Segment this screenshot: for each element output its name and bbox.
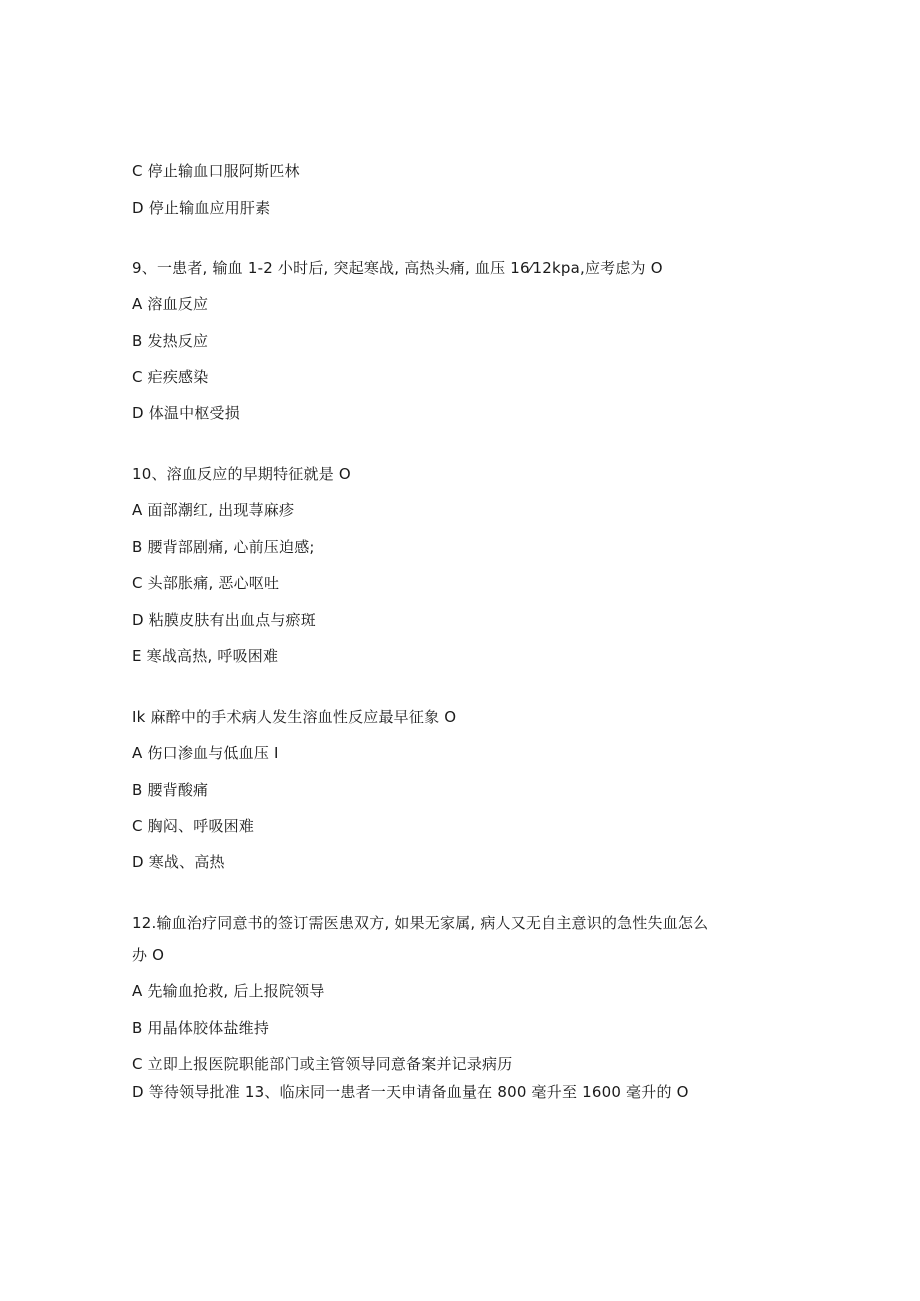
option-b-q11: B 腰背酸痛 [132, 781, 209, 799]
option-d-q12-question-13: D 等待领导批准 13、临床同一患者一天申请备血量在 800 毫升至 1600 毫升的 O [132, 1083, 689, 1101]
option-a-q9: A 溶血反应 [132, 295, 209, 313]
question-12-continued: 办 O [132, 946, 165, 964]
option-d-q11: D 寒战、高热 [132, 853, 225, 871]
option-b-q9: B 发热反应 [132, 332, 209, 350]
question-11: Ik 麻醉中的手术病人发生溶血性反应最早征象 O [132, 708, 457, 726]
option-e-q10: E 寒战高热, 呼吸困难 [132, 647, 279, 665]
option-d-q9: D 体温中枢受损 [132, 404, 240, 422]
question-10: 10、溶血反应的早期特征就是 O [132, 465, 351, 483]
option-c-q11: C 胸闷、呼吸困难 [132, 817, 255, 835]
option-a-q12: A 先输血抢救, 后上报院领导 [132, 982, 325, 1000]
question-12: 12.输血治疗同意书的签订需医患双方, 如果无家属, 病人又无自主意识的急性失血怎么 [132, 914, 709, 932]
option-b-q10: B 腰背部剧痛, 心前压迫感; [132, 538, 315, 556]
option-c-q12: C 立即上报医院职能部门或主管领导同意备案并记录病历 [132, 1055, 513, 1073]
option-b-q12: B 用晶体胶体盐维持 [132, 1019, 270, 1037]
option-a-q10: A 面部潮红, 出现荨麻疹 [132, 501, 295, 519]
option-c-q9: C 疟疾感染 [132, 368, 209, 386]
option-d-q10: D 粘膜皮肤有出血点与瘀斑 [132, 611, 316, 629]
option-a-q11: A 伤口渗血与低血压 I [132, 744, 279, 762]
question-9: 9、一患者, 输血 1-2 小时后, 突起寒战, 高热头痛, 血压 16⁄12kpa,应考虑为 O [132, 259, 663, 277]
option-c-q8: C 停止输血口服阿斯匹林 [132, 162, 300, 180]
option-d-q8: D 停止输血应用肝素 [132, 199, 271, 217]
option-c-q10: C 头部胀痛, 恶心呕吐 [132, 574, 280, 592]
